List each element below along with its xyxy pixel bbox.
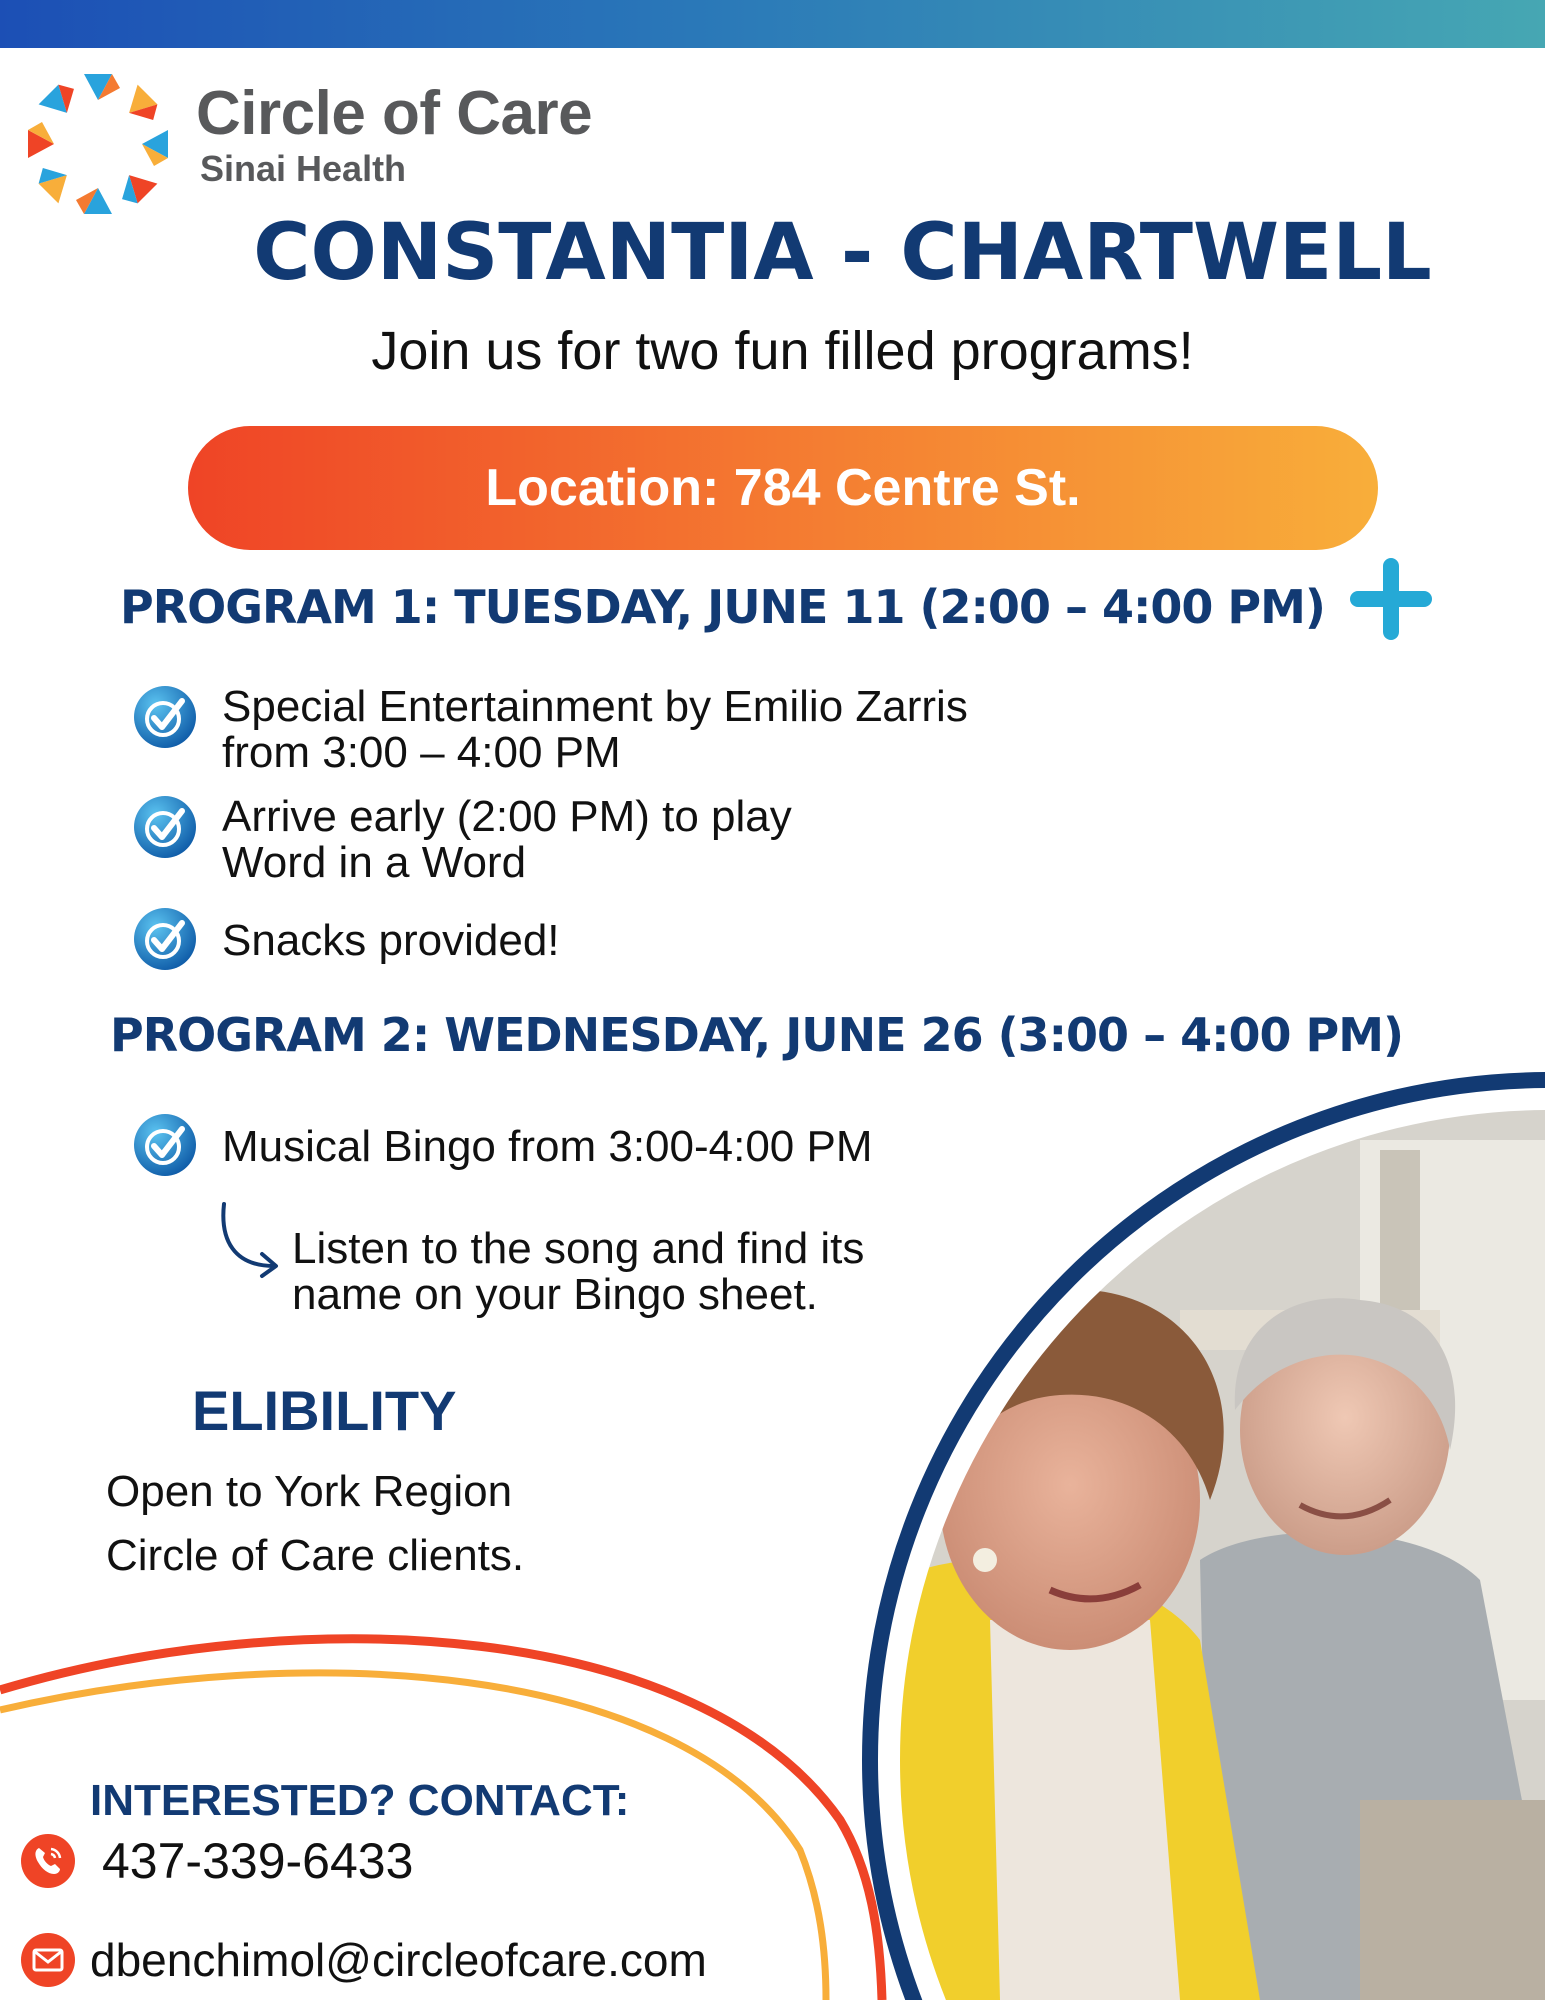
- contact-heading: INTERESTED? CONTACT:: [90, 1776, 630, 1825]
- program-1-item: Special Entertainment by Emilio Zarris from 3:00 – 4:00 PM: [222, 682, 968, 777]
- email-icon: [20, 1932, 76, 1988]
- eligibility-heading: ELIBILITY: [192, 1379, 457, 1442]
- list-item: [132, 1112, 873, 1178]
- check-circle-icon: [132, 906, 198, 972]
- phone-icon: [20, 1833, 76, 1889]
- page-subtitle: Join us for two fun filled programs!: [371, 321, 1194, 381]
- program-2-note: Listen to the song and find its name on your Bingo sheet.: [292, 1224, 865, 1319]
- location-banner: [188, 426, 1378, 550]
- list-item: [132, 906, 560, 972]
- brand-name: Circle of Care: [196, 79, 593, 148]
- contact-phone[interactable]: 437-339-6433: [102, 1833, 414, 1889]
- circle-of-care-logo-icon: [18, 64, 178, 224]
- top-gradient-bar: [0, 0, 1545, 48]
- program-2-heading: PROGRAM 2: WEDNESDAY, JUNE 26 (3:00 – 4:00 PM): [110, 1008, 1404, 1062]
- program-2-item: Musical Bingo from 3:00-4:00 PM: [222, 1122, 873, 1171]
- contact-email-row[interactable]: [20, 1932, 707, 1988]
- contact-email[interactable]: dbenchimol@circleofcare.com: [90, 1934, 707, 1986]
- check-circle-icon: [132, 684, 198, 750]
- check-circle-icon: [132, 1112, 198, 1178]
- program-1-item: Arrive early (2:00 PM) to play Word in a Word: [222, 792, 792, 887]
- location-label: Location: 784 Centre St.: [485, 459, 1081, 517]
- list-item: [132, 794, 792, 886]
- curved-arrow-icon: [214, 1200, 284, 1280]
- eligibility-text: Open to York Region Circle of Care clients.: [106, 1467, 525, 1580]
- plus-icon: [1346, 554, 1436, 644]
- program-1-heading: PROGRAM 1: TUESDAY, JUNE 11 (2:00 – 4:00 PM): [120, 580, 1325, 634]
- contact-phone-row[interactable]: [20, 1832, 413, 1890]
- list-item: [132, 684, 968, 776]
- program-1-item: Snacks provided!: [222, 916, 560, 965]
- check-circle-icon: [132, 794, 198, 860]
- page-title: CONSTANTIA - CHARTWELL: [253, 208, 1432, 298]
- brand-subtitle: Sinai Health: [200, 148, 407, 189]
